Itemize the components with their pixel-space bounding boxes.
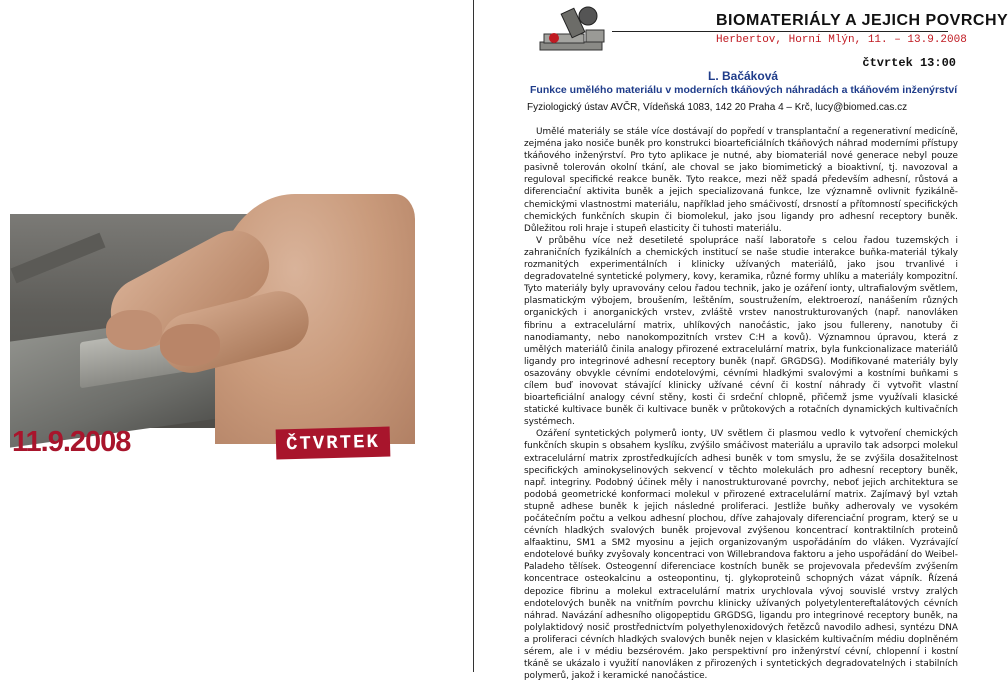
abstract-paragraph: Ozáření syntetických polymerů ionty, UV světlem či plasmou vedlo k vytvoření chemických funkčních skupin s obsahem kyslíku, zvýšilo smáčivost materiálu a upravilo tak adsorpci molekul extracelulární matrix zprostředkujících adhesi buněk v tom smyslu, že se zvýšila dosažitelnost specifických aminokyselinových sekvencí v těchto molekulách pro adhesní receptory buněk, např. integriny. Podobný účinek měly i nanostrukturované povrchy, neboť jejich architektura se podobá geometrické konformaci molekul v přirozené extracelulární matrix. Zajímavý byl vztah stupně adhese buněk k jejich následné proliferaci. Jestliže buňky adherovaly ve vysokém počátečním počtu a velkou adhesní plochou, dříve zahajovaly diferenciační program, který se u cévních hladkých svalových buněk projevoval zvýšenou koncentrací kontraktilních proteinů alfaaktinu, SM1 a SM2 myosinu a jejich organizovaným uspořádáním do vláken. Vyzrávající endotelové buňky zvyšovaly koncentraci von Willebrandova faktoru a jeho uspořádání do Weibel-Paladeho tělísek. Osteogenní diferenciace kostních buněk se projevovala především zvýšením koncentrace osteokalcinu a osteopontinu, tj. glykoproteinů schopných vázat vápník. Řízená depozice fibrinu a molekul extracelulární matrix urychlovala vývoj souvislé vrstvy zralých endotelových buněk na vnitřním povrchu klinicky užívaných polyetylentereftalátových cévních náhrad. Navázání adhesního oligopeptidu GRGDSG, ligandu pro integrinové receptory buněk, na polylaktidový nosič prostřednictvím polyethylenoxidových řetězců navodilo adhesi, syntézu DNA a proliferaci cévních hladkých svalových buněk nejen v klasickém kultivačním médiu doplněném sérem, ale i v médiu bezsérovém. Jako perspektivní pro inženýrství cévní, chlopenní i kostní tkáně se ukázalo i využití nanovláken z přirozených i syntetických degradovatelných i stabilních polymerů, jakož i keramické nanočástice.: [524, 429, 958, 682]
date-stamp: 11.9.2008: [12, 426, 131, 458]
day-stamp: ČTVRTEK: [276, 427, 391, 460]
author: L. Bačáková: [708, 69, 779, 83]
left-panel: [0, 0, 472, 672]
session-time: čtvrtek 13:00: [862, 56, 956, 70]
microscope-logo-icon: [536, 4, 610, 54]
lab-photo: [10, 214, 396, 428]
column-divider: [473, 0, 474, 672]
talk-title: Funkce umělého materiálu v moderních tkáňových náhradách a tkáňovém inženýrství: [530, 84, 958, 96]
event-title: BIOMATERIÁLY A JEJICH POVRCHY: [716, 12, 1008, 29]
abstract-paragraph: V průběhu více než desetileté spolupráce naší laboratoře s celou řadou tuzemských i zahraničních fyzikálních a chemických institucí se naše studie interakce buňka-materiál týkaly rozmanitých experimentálních i klinicky užívaných materiálů, jako jsou trvanlivé i degradovatelné syntetické polymery, kovy, keramika, různé formy uhlíku a materiály kompozitní. Tyto materiály byly upravovány celou řadou technik, jako je ozáření ionty, ultrafialovým světlem, plasmatickým výbojem, broušením, leštěním, soustružením, elektroerozí, nanášením různých organických i anorganických vrstev, zvláště vrstev nanostrukturovaných (např. nanovláken fibrinu a extracelulární matrix, uhlíkových nanočástic, jako jsou fullereny, nanotuby či nanodiamanty, nebo nanokompozitních vrstev C:H a kovů). Významnou úpravou, která z umělých materiálů činila analogy přirozené extracelulární matrix, byla funkcionalizace materiálů ligandy pro integrinové adhesní receptory buněk (např. GRGDSG). Modifikované materiály byly osazovány obvykle cévními endotelovými, cévními hladkými svalovými a kostními buňkami s cílem buď inovovat stávající klinicky užívané cévní či kostní náhrady či vytvořit vlastní bioarteficiální analogy cévní stěny, kosti či srdeční chlopně, přičemž jsme využívali klasické statické kultivace buněk či kultivace buněk v průtokových a rotačních dynamických kultivačních systémech.: [524, 235, 958, 428]
event-place: Herbertov, Horní Mlýn, 11. – 13.9.2008: [716, 34, 967, 46]
abstract-body: [524, 126, 958, 682]
affiliation: Fyziologický ústav AVČR, Vídeňská 1083, 142 20 Praha 4 – Krč, lucy@biomed.cas.cz: [527, 102, 908, 113]
abstract-paragraph: Umělé materiály se stále více dostávají do popředí v transplantační a regenerativní medicíně, zejména jako nosiče buněk pro konstrukci bioarteficiálních tkáňových náhrad moderními přístupy tkáňového inženýrství. Pro tyto aplikace je nutné, aby biomateriál nové generace nebyl pouze pasivně tolerován okolní tkání, ale choval se jako biomimetický a bioaktivní, tj. navozoval a reguloval specifické reakce buněk. Tyto reakce, mezi něž spadá především adhesní, růstová a diferenciační aktivita buněk a jejich specializovaná funkce, lze významně ovlivnit fyzikálně-chemickými vlastnostmi materiálu, například jeho smáčivostí, drsností a přítomností specifických chemických funkčních skupin či biomolekul, jako jsou ligandy pro adhesní receptory buněk. Důležitou roli hraje i stupeň elasticity či tuhosti materiálu.: [524, 127, 958, 234]
header-rule: [612, 31, 948, 32]
